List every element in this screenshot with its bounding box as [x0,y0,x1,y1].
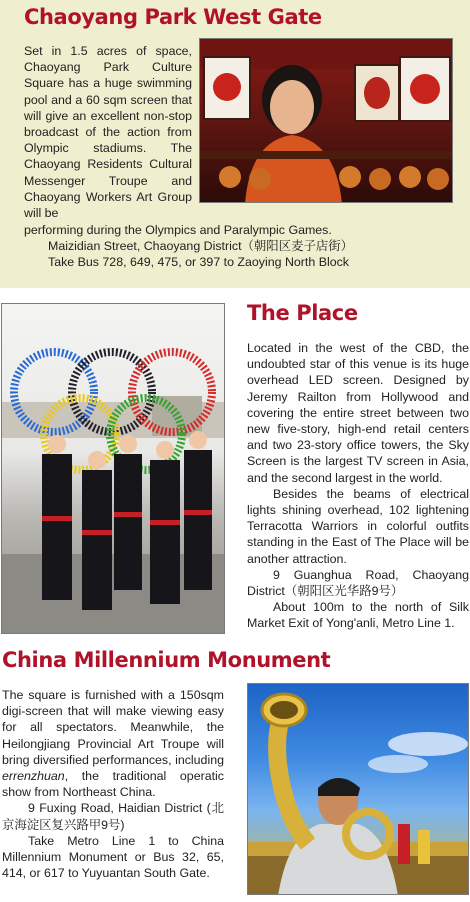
italic-term: errenzhuan [2,769,65,784]
body-continuation: performing during the Olympics and Paralympic Games. [24,223,332,237]
transport-info: About 100m to the north of Silk Market Exit of Yong'anli, Metro Line 1. [247,600,469,631]
section-body [24,43,192,221]
body-text: Set in 1.5 acres of space, Chaoyang Park Culture Square has a huge swimming pool and a 60 sqm screen that will give an excellent non-stop broadcast of the action from Olympic stadiums. The Chaoyang Residents Cultural Messenger Troupe and Chaoyang Workers Art Group will be [24,44,192,221]
section-body [247,340,469,632]
section-body [2,687,224,881]
section-chaoyang-park [0,0,470,288]
section-title: The Place [247,301,358,325]
address: 9 Guanghua Road, Chaoyang District（朝阳区光华路9号） [247,567,469,599]
tuba-player-photo [247,683,469,895]
body-text-cont: , the traditional operatic show from Northeast China. [2,769,224,800]
olympic-rings-dancers-photo [1,303,225,634]
body-text: The square is furnished with a 150sqm digi-screen that will make viewing easy for all spectators. Meanwhile, the Heilongjiang Provincial Art Troupe will bring diversified performances, including [2,688,224,767]
body-paragraph-1: Located in the west of the CBD, the undoubted star of this venue is its huge overhead LED screen. Designed by Jeremy Railton from Hollywood and covering the entire street between two new five-story, high-end retail centers and two 23-story office towers, the Sky Screen is the largest TV screen in Asia, and the second largest in the world. [247,341,469,485]
section-title: Chaoyang Park West Gate [24,5,322,29]
transport-info: Take Metro Line 1 to China Millennium Monument or Bus 32, 65, 414, or 617 to Yuyuantan South Gate. [2,833,224,881]
address: Maizidian Street, Chaoyang District（朝阳区麦子店街） [48,239,354,253]
transport-info: Take Bus 728, 649, 475, or 397 to Zaoying North Block [48,255,349,269]
section-title: China Millennium Monument [2,648,331,672]
body-paragraph [2,687,224,800]
body-paragraph-2: Besides the beams of electrical lights shining overhead, 102 lightening Terracotta Warriors in colorful outfits standing in the East of The Place will be another attraction. [247,486,469,566]
paper-cutting-photo [199,38,453,203]
address: 9 Fuxing Road, Haidian District (北京海淀区复兴路甲9号) [2,801,224,832]
